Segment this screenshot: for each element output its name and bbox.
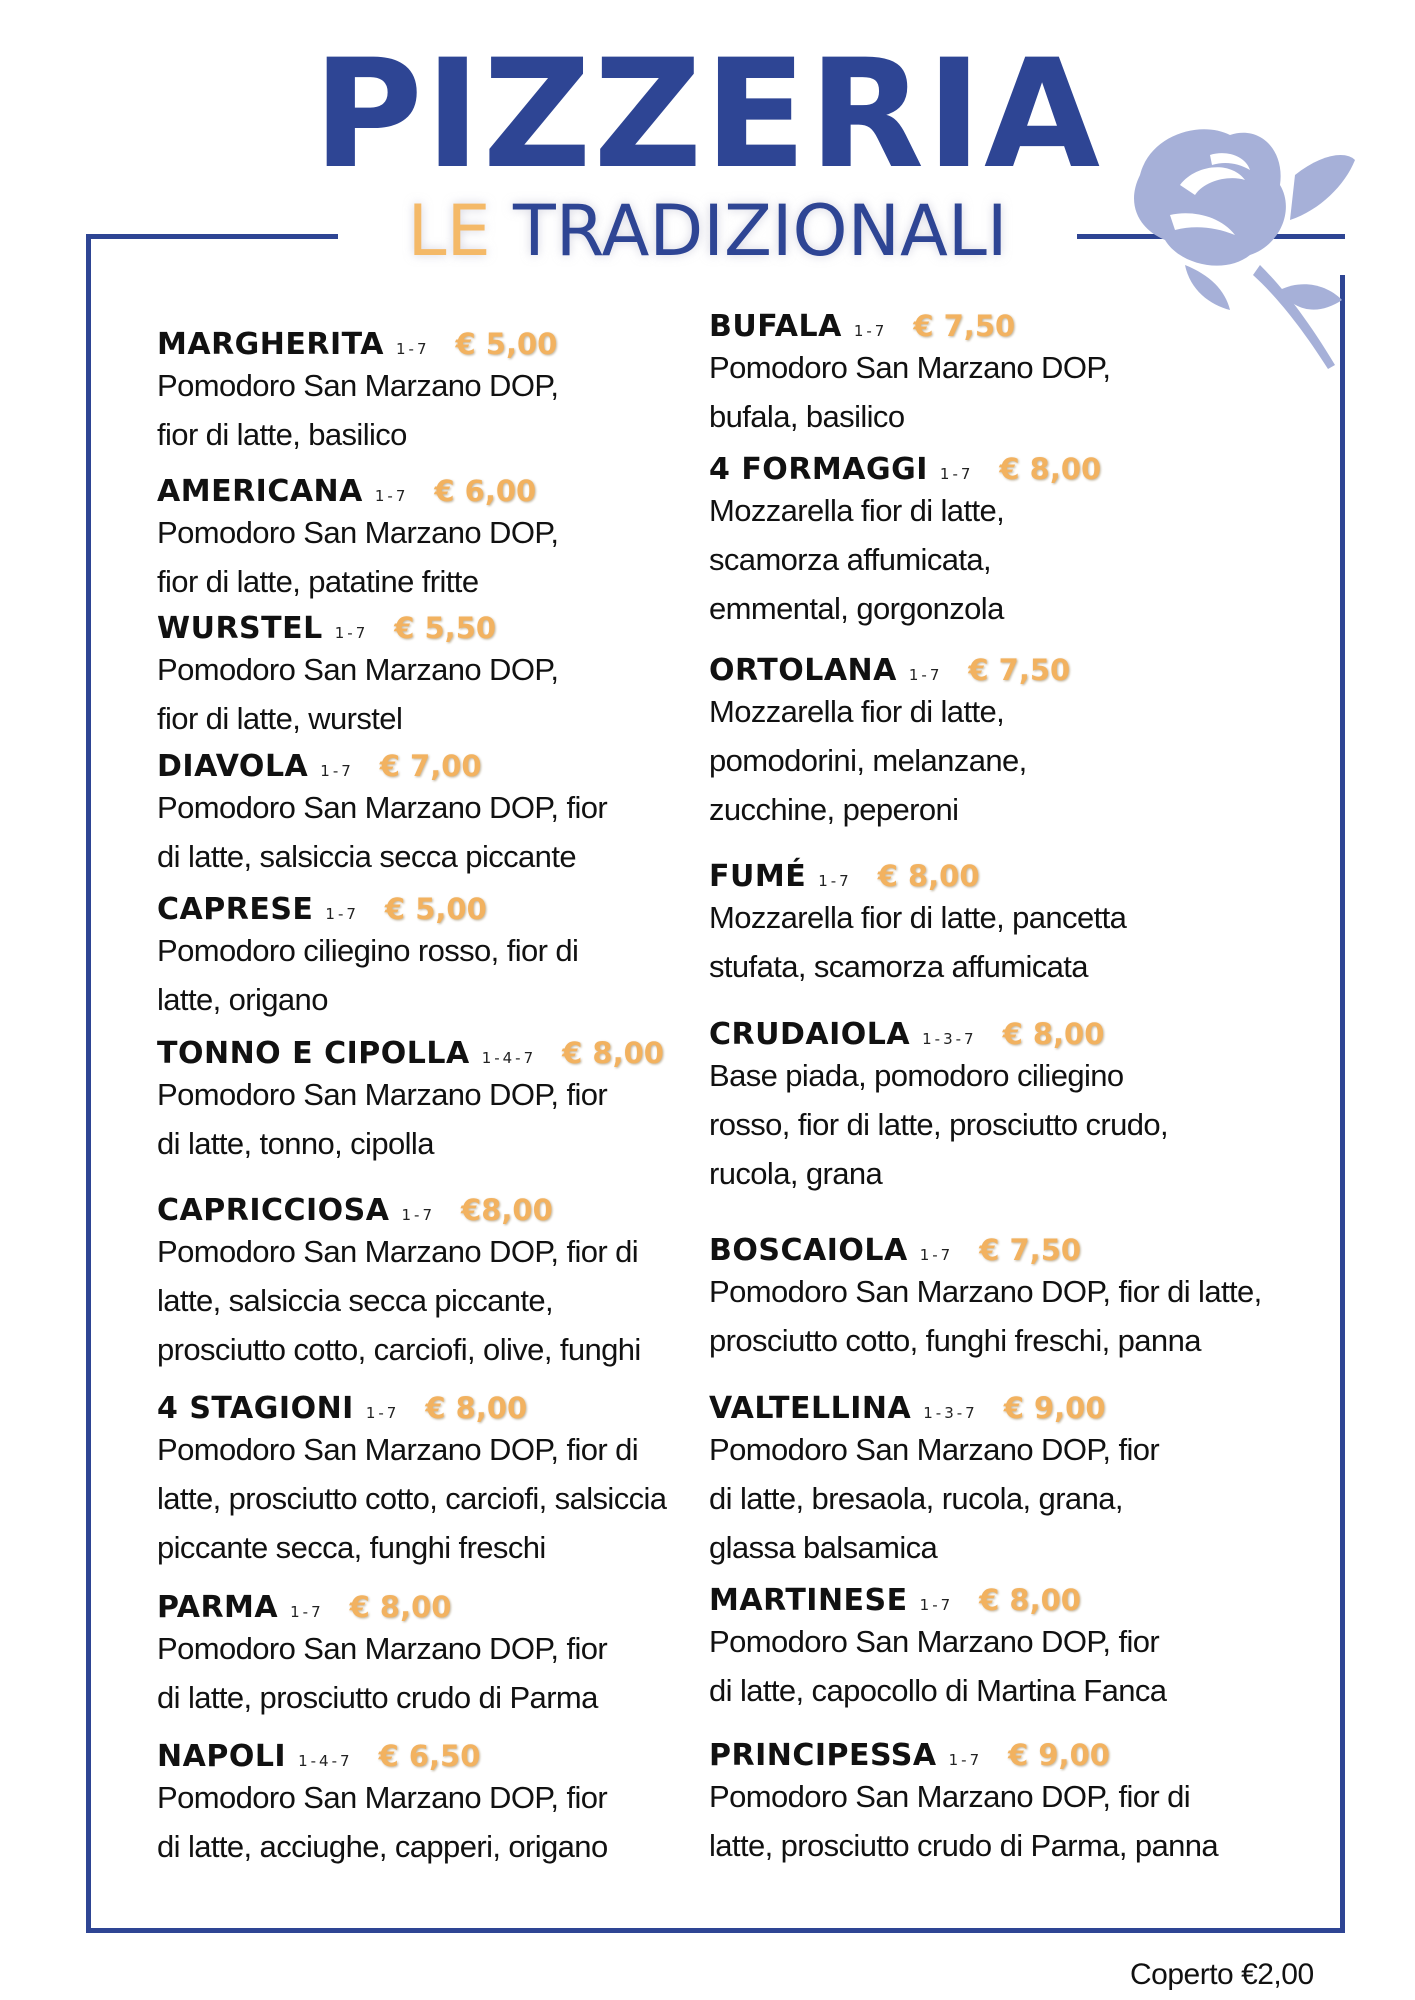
pizza-description-line: Pomodoro San Marzano DOP, fior [157,1780,608,1815]
coperto-note: Coperto €2,00 [1130,1958,1314,1991]
pizza-name: WURSTEL [157,611,323,646]
pizza-name: CRUDAIOLA [709,1017,911,1052]
pizza-price: € 5,00 [384,892,487,926]
pizza-name: BUFALA [709,309,842,344]
pizza-price: € 5,50 [394,611,497,645]
pizza-price: € 8,00 [999,452,1102,486]
pizza-price: € 6,00 [434,474,537,508]
pizza-description-line: Pomodoro San Marzano DOP, fior [709,1624,1160,1659]
pizza-price: € 6,50 [378,1739,481,1773]
pizza-price: €8,00 [461,1193,553,1227]
pizza-price: € 5,00 [455,327,558,361]
allergen-codes: 1-7 [919,1246,954,1264]
pizza-description-line: Pomodoro San Marzano DOP, [709,350,1111,385]
pizza-description-line: di latte, tonno, cipolla [157,1126,434,1161]
menu-item [157,1739,608,1870]
menu-item [709,1233,1262,1364]
menu-item [157,1193,641,1373]
pizza-price: € 9,00 [1003,1391,1106,1425]
allergen-codes: 1-7 [818,872,852,890]
menu-item [709,653,1071,833]
pizza-description-line: Pomodoro San Marzano DOP, [157,652,559,687]
pizza-price: € 8,00 [1002,1017,1105,1051]
pizza-description-line: Base piada, pomodoro ciliegino [709,1058,1124,1093]
pizza-price: € 7,00 [379,749,482,783]
pizza-price: € 8,00 [979,1583,1081,1617]
pizza-description-line: prosciutto cotto, funghi freschi, panna [709,1323,1201,1358]
allergen-codes: 1-7 [320,762,354,780]
pizza-price: € 7,50 [913,309,1016,343]
allergen-codes: 1-3-7 [922,1030,977,1048]
menu-item [709,1583,1167,1714]
pizza-description-line: scamorza affumicata, [709,542,992,577]
menu-item [157,1036,664,1167]
menu-item [157,1391,667,1571]
pizza-name: ORTOLANA [709,653,897,688]
page-title: PIZZERIA [312,28,1103,202]
pizza-name: CAPRESE [157,892,314,927]
allergen-codes: 1-7 [919,1596,954,1614]
pizza-name: 4 FORMAGGI [709,452,928,487]
rose-icon [1110,115,1360,375]
pizza-description-line: emmental, gorgonzola [709,591,1004,626]
pizza-description-line: glassa balsamica [709,1530,938,1565]
pizza-description-line: piccante secca, funghi freschi [157,1530,546,1565]
pizza-name: AMERICANA [157,474,363,509]
allergen-codes: 1-4-7 [481,1049,537,1067]
menu-item [709,859,1127,990]
pizza-description-line: Pomodoro San Marzano DOP, fior [709,1432,1160,1467]
pizza-description-line: di latte, bresaola, rucola, grana, [709,1481,1123,1516]
pizza-description-line: latte, prosciutto cotto, carciofi, salsiccia [157,1481,667,1516]
frame-left [86,234,91,1933]
pizza-description-line: latte, prosciutto crudo di Parma, panna [709,1828,1219,1863]
allergen-codes: 1-3-7 [923,1404,978,1422]
pizza-name: PARMA [157,1590,279,1625]
frame-bottom [86,1928,1345,1933]
menu-item [709,1017,1169,1197]
pizza-name: MARGHERITA [157,327,385,362]
pizza-price: € 8,00 [562,1036,664,1070]
allergen-codes: 1-7 [853,322,888,340]
allergen-codes: 1-7 [325,905,359,923]
pizza-description-line: Pomodoro San Marzano DOP, fior di [157,1432,639,1467]
pizza-description-line: stufata, scamorza affumicata [709,949,1088,984]
menu-item [157,611,559,742]
menu-item [709,1391,1160,1571]
pizza-name: FUMÉ [709,859,807,894]
pizza-description-line: fior di latte, patatine fritte [157,564,479,599]
allergen-codes: 1-7 [396,340,430,358]
menu-item [709,452,1102,632]
pizza-description-line: rosso, fior di latte, prosciutto crudo, [709,1107,1169,1142]
allergen-codes: 1-7 [374,487,409,505]
allergen-codes: 1-7 [334,624,369,642]
allergen-codes: 1-7 [290,1603,324,1621]
pizza-price: € 8,00 [349,1590,452,1624]
allergen-codes: 1-7 [401,1206,436,1224]
pizza-name: 4 STAGIONI [157,1391,354,1426]
pizza-description-line: Pomodoro San Marzano DOP, fior [157,1631,608,1666]
allergen-codes: 1-7 [908,666,943,684]
pizza-description-line: Pomodoro ciliegino rosso, fior di [157,933,579,968]
pizza-description-line: zucchine, peperoni [709,792,959,827]
pizza-name: NAPOLI [157,1739,287,1774]
pizza-price: € 9,00 [1008,1738,1110,1772]
pizza-description-line: fior di latte, basilico [157,417,407,452]
pizza-name: BOSCAIOLA [709,1233,908,1268]
pizza-description-line: Pomodoro San Marzano DOP, fior [157,790,608,825]
pizza-description-line: Pomodoro San Marzano DOP, fior [157,1077,608,1112]
pizza-description-line: di latte, capocollo di Martina Fanca [709,1673,1167,1708]
allergen-codes: 1-7 [365,1404,400,1422]
pizza-description-line: latte, salsiccia secca piccante, [157,1283,554,1318]
pizza-description-line: pomodorini, melanzane, [709,743,1027,778]
pizza-name: MARTINESE [709,1583,908,1618]
menu-item [157,327,559,458]
pizza-description-line: fior di latte, wurstel [157,701,403,736]
allergen-codes: 1-7 [939,465,974,483]
menu-item [709,309,1111,440]
pizza-description-line: Pomodoro San Marzano DOP, [157,515,559,550]
pizza-name: VALTELLINA [709,1391,912,1426]
menu-item [157,749,608,880]
menu-item [709,1738,1219,1869]
pizza-description-line: latte, origano [157,982,328,1017]
pizza-description-line: Pomodoro San Marzano DOP, fior di [157,1234,639,1269]
pizza-price: € 7,50 [968,653,1071,687]
pizza-description-line: di latte, prosciutto crudo di Parma [157,1680,598,1715]
pizza-description-line: Mozzarella fior di latte, [709,493,1005,528]
frame-right [1340,275,1345,1933]
pizza-name: DIAVOLA [157,749,309,784]
subtitle-rest: TRADIZIONALI [512,190,1008,272]
frame-top-left [86,234,338,239]
subtitle-le: LE [407,190,491,272]
menu-item [157,892,579,1023]
pizza-description-line: Mozzarella fior di latte, [709,694,1005,729]
pizza-price: € 8,00 [877,859,980,893]
pizza-description-line: Pomodoro San Marzano DOP, fior di [709,1779,1191,1814]
allergen-codes: 1-4-7 [298,1752,353,1770]
pizza-price: € 8,00 [425,1391,528,1425]
menu-item [157,474,559,605]
pizza-description-line: bufala, basilico [709,399,905,434]
pizza-description-line: Mozzarella fior di latte, pancetta [709,900,1127,935]
pizza-description-line: Pomodoro San Marzano DOP, [157,368,559,403]
pizza-description-line: Pomodoro San Marzano DOP, fior di latte, [709,1274,1262,1309]
pizza-description-line: rucola, grana [709,1156,883,1191]
pizza-price: € 7,50 [979,1233,1082,1267]
pizza-description-line: prosciutto cotto, carciofi, olive, funghi [157,1332,641,1367]
pizza-name: CAPRICCIOSA [157,1193,390,1228]
pizza-name: TONNO E CIPOLLA [157,1036,470,1071]
pizza-description-line: di latte, acciughe, capperi, origano [157,1829,608,1864]
pizza-description-line: di latte, salsiccia secca piccante [157,839,576,874]
menu-item [157,1590,608,1721]
pizza-name: PRINCIPESSA [709,1738,937,1773]
allergen-codes: 1-7 [948,1751,983,1769]
